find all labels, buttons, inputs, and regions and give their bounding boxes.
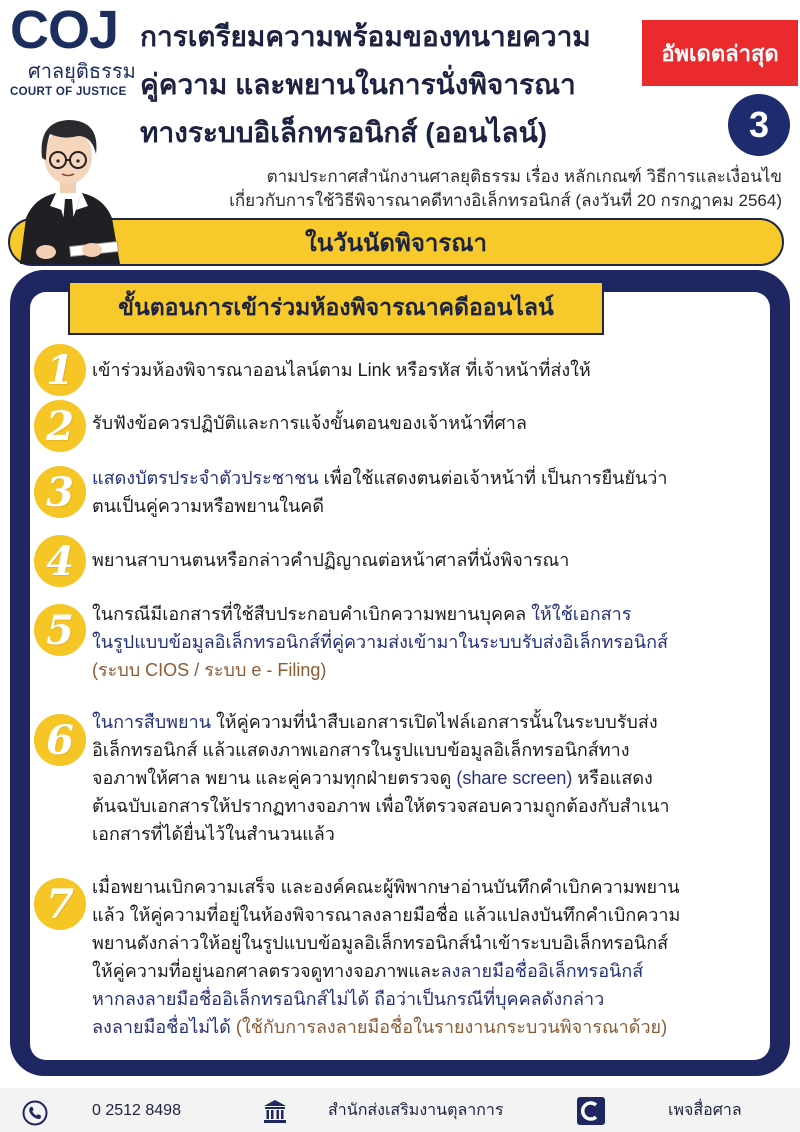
title-line: การเตรียมความพร้อมของทนายความ (140, 21, 591, 52)
subtitle-line: ตามประกาศสำนักงานศาลยุติธรรม เรื่อง หลักเกณฑ์ วิธีการและเงื่อนไข (266, 167, 782, 186)
page-title (140, 14, 635, 158)
step-number-badge: 7 (34, 878, 86, 930)
step-line (92, 628, 764, 656)
hearing-day-banner: ในวันนัดพิจารณา (8, 218, 784, 266)
footer-office-name: สำนักส่งเสริมงานตุลาการ (328, 1102, 504, 1119)
step-3-text (92, 464, 764, 520)
step-line (92, 764, 764, 792)
step-highlight-text: ให้ใช้เอกสาร (531, 604, 632, 624)
step-line (92, 464, 764, 492)
announcement-reference (140, 165, 782, 213)
step-number-badge: 3 (34, 466, 86, 518)
step-line (92, 985, 764, 1013)
step-4-text (92, 546, 764, 574)
step-highlight-text: ลงลายมือชื่อไม่ได้ (92, 1017, 231, 1037)
step-text-segment: อิเล็กทรอนิกส์ แล้วแสดงภาพเอกสารในรูปแบบข้อมูลอิเล็กทรอนิกส์ทาง (92, 740, 630, 760)
step-line (92, 901, 764, 929)
logo-name-thai: ศาลยุติธรรม (28, 61, 136, 83)
footer-phone-number: 0 2512 8498 (92, 1102, 181, 1119)
step-7-text (92, 873, 764, 1041)
step-line (92, 929, 764, 957)
step-text-segment: หรือแสดง (572, 768, 653, 788)
title-line: คู่ความ และพยานในการนั่งพิจารณา (140, 69, 576, 100)
step-2-text (92, 409, 764, 437)
latest-update-badge: อัพเดตล่าสุด (642, 20, 798, 86)
step-text-segment: เข้าร่วมห้องพิจารณาออนไลน์ตาม Link หรือรหัส ที่เจ้าหน้าที่ส่งให้ (92, 360, 591, 380)
step-highlight-text: แสดงบัตรประจำตัวประชาชน (92, 468, 319, 488)
logo-name-english: COURT OF JUSTICE (10, 86, 127, 98)
court-media-page-icon (576, 1096, 606, 1126)
step-text-segment: เพื่อใช้แสดงตนต่อเจ้าหน้าที่ เป็นการยืนยันว่า (318, 468, 668, 488)
step-line (92, 792, 764, 820)
step-number-badge: 4 (34, 535, 86, 587)
step-line (92, 736, 764, 764)
step-number-badge: 1 (34, 344, 86, 396)
step-line (92, 957, 764, 985)
step-line (92, 546, 764, 574)
step-text-segment: ต้นฉบับเอกสารให้ปรากฏทางจอภาพ เพื่อให้ตรวจสอบความถูกต้องกับสำเนา (92, 796, 670, 816)
step-1-text (92, 356, 764, 384)
step-line (92, 409, 764, 437)
step-highlight-text: หากลงลายมือชื่ออิเล็กทรอนิกส์ไม่ได้ ถือว่าเป็นกรณีที่บุคคลดังกล่าว (92, 989, 605, 1009)
step-number-badge: 2 (34, 400, 86, 452)
step-highlight-text: ในรูปแบบข้อมูลอิเล็กทรอนิกส์ที่คู่ความส่งเข้ามาในระบบรับส่งอิเล็กทรอนิกส์ (92, 632, 668, 652)
part-number-badge: 3 (728, 94, 790, 156)
step-line (92, 708, 764, 736)
step-text-segment: รับฟังข้อควรปฏิบัติและการแจ้งขั้นตอนของเจ้าหน้าที่ศาล (92, 413, 527, 433)
step-text-segment: จอภาพให้ศาล พยาน และคู่ความทุกฝ่ายตรวจดู (92, 768, 457, 788)
step-text-segment: แล้ว ให้คู่ความที่อยู่ในห้องพิจารณาลงลายมือชื่อ แล้วแปลงบันทึกคำเบิกความ (92, 905, 681, 925)
footer (0, 1088, 800, 1132)
step-line (92, 600, 764, 628)
logo-mark: COJ (10, 0, 119, 60)
step-highlight-text: (share screen) (456, 768, 573, 788)
step-number-badge: 6 (34, 714, 86, 766)
step-line (92, 656, 764, 684)
step-5-text (92, 600, 764, 684)
step-text-segment: ตนเป็นคู่ความหรือพยานในคดี (92, 496, 325, 516)
step-text-segment: ให้คู่ความที่นำสืบเอกสารเปิดไฟล์เอกสารนั้นในระบบรับส่ง (211, 712, 658, 732)
step-highlight-text: ลงลายมือชื่ออิเล็กทรอนิกส์ (440, 961, 644, 981)
step-highlight-text: ในการสืบพยาน (92, 712, 212, 732)
lawyer-illustration (6, 106, 131, 264)
subtitle-line: เกี่ยวกับการใช้วิธีพิจารณาคดีทางอิเล็กทรอนิกส์ (ลงวันที่ 20 กรกฎาคม 2564) (229, 191, 782, 210)
title-line: ทางระบบอิเล็กทรอนิกส์ (ออนไลน์) (140, 117, 548, 148)
phone-icon (22, 1100, 48, 1126)
step-note-text: (ใช้กับการลงลายมือชื่อในรายงานกระบวนพิจารณาด้วย) (230, 1017, 668, 1037)
step-text-segment: ให้คู่ความที่อยู่นอกศาลตรวจดูทางจอภาพและ (92, 961, 441, 981)
step-line (92, 356, 764, 384)
building-icon (262, 1098, 288, 1124)
procedure-heading: ขั้นตอนการเข้าร่วมห้องพิจารณาคดีออนไลน์ (68, 281, 604, 335)
step-line (92, 873, 764, 901)
step-line (92, 820, 764, 848)
step-text-segment: พยานดังกล่าวให้อยู่ในรูปแบบข้อมูลอิเล็กทรอนิกส์นำเข้าระบบอิเล็กทรอนิกส์ (92, 933, 669, 953)
step-6-text (92, 708, 764, 848)
step-text-segment: พยานสาบานตนหรือกล่าวคำปฏิญาณต่อหน้าศาลที่นั่งพิจารณา (92, 550, 570, 570)
step-text-segment: ในกรณีมีเอกสารที่ใช้สืบประกอบคำเบิกความพยานบุคคล (92, 604, 532, 624)
step-text-segment: เอกสารที่ได้ยื่นไว้ในสำนวนแล้ว (92, 824, 335, 844)
step-line (92, 492, 764, 520)
step-text-segment: เมื่อพยานเบิกความเสร็จ และองค์คณะผู้พิพากษาอ่านบันทึกคำเบิกความพยาน (92, 877, 680, 897)
step-line (92, 1013, 764, 1041)
step-note-text: (ระบบ CIOS / ระบบ e - Filing) (92, 660, 327, 680)
step-number-badge: 5 (34, 604, 86, 656)
footer-page-name: เพจสื่อศาล (668, 1102, 742, 1119)
